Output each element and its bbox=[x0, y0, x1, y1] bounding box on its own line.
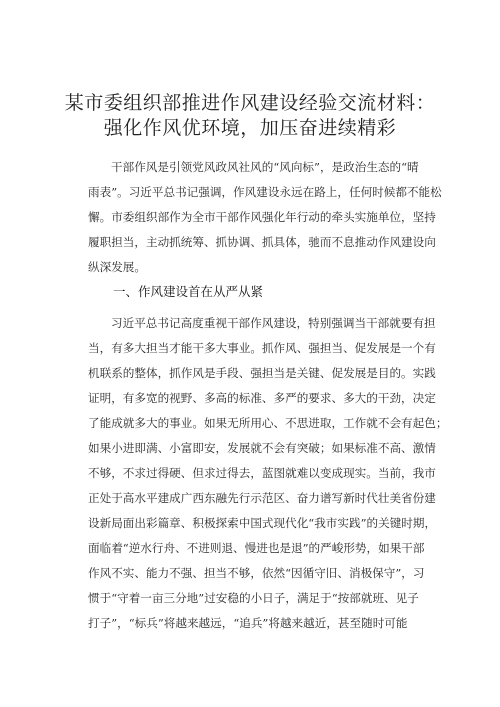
text-line: 惯于“守着一亩三分地”过安稳的小日子，满足于“按部就班、见子 bbox=[88, 591, 419, 605]
section-1-paragraph bbox=[88, 311, 448, 636]
text-line: 面临着“逆水行舟、不进则退、慢进也是退”的严峻形势，如果干部 bbox=[88, 541, 425, 555]
text-line: 习近平总书记高度重视干部作风建设，特别强调当干部就要有担 bbox=[111, 316, 436, 330]
text-line: 不够，不求过得硬、但求过得去，蓝图就难以变成现实。当前，我市 bbox=[88, 466, 436, 480]
text-line: 雨表”。习近平总书记强调，作风建设永远在路上，任何时候都不能松 bbox=[88, 185, 442, 199]
text-line: 当，有多大担当才能干多大事业。抓作风、强担当、促发展是一个有 bbox=[88, 341, 436, 355]
text-line: 机联系的整体，抓作风是手段、强担当是关键、促发展是目的。实践 bbox=[88, 366, 436, 380]
text-line: 干部作风是引领党风政风社风的“风向标”，是政治生态的“晴 bbox=[111, 160, 419, 174]
text-line: 证明，有多宽的视野、多高的标准、多严的要求、多大的干劲，决定 bbox=[88, 391, 436, 405]
document-title-line-1: 某市委组织部推进作风建设经验交流材料： bbox=[64, 92, 436, 114]
text-line: 懈。市委组织部作为全市干部作风强化年行动的牵头实施单位，坚持 bbox=[88, 210, 436, 224]
document-title-line-2: 强化作风优环境，加压奋进续精彩 bbox=[103, 117, 397, 139]
text-line: 作风不实、能力不强、担当不够，依然“因循守旧、消极保守”，习 bbox=[88, 566, 425, 580]
text-line: 正处于高水平建成广西东融先行示范区、奋力谱写新时代壮美省份建 bbox=[88, 491, 436, 505]
text-line: 设新局面出彩篇章、积极探索中国式现代化“我市实践”的关键时期， bbox=[88, 516, 437, 530]
text-line: 纵深发展。 bbox=[88, 260, 146, 274]
text-line: 如果小进即满、小富即安，发展就不会有突破；如果标准不高、激情 bbox=[88, 441, 436, 455]
text-line: 履职担当，主动抓统筹、抓协调、抓具体，驰而不息推动作风建设向 bbox=[88, 235, 436, 249]
text-line: 打子”，“标兵”将越来越远，“追兵”将越来越近，甚至随时可能 bbox=[88, 616, 408, 630]
text-line: 了能成就多大的事业。如果无所用心、不思进取，工作就不会有起色； bbox=[88, 416, 448, 430]
section-heading: 一、作风建设首在从严从紧 bbox=[113, 284, 264, 299]
intro-paragraph bbox=[88, 155, 442, 280]
